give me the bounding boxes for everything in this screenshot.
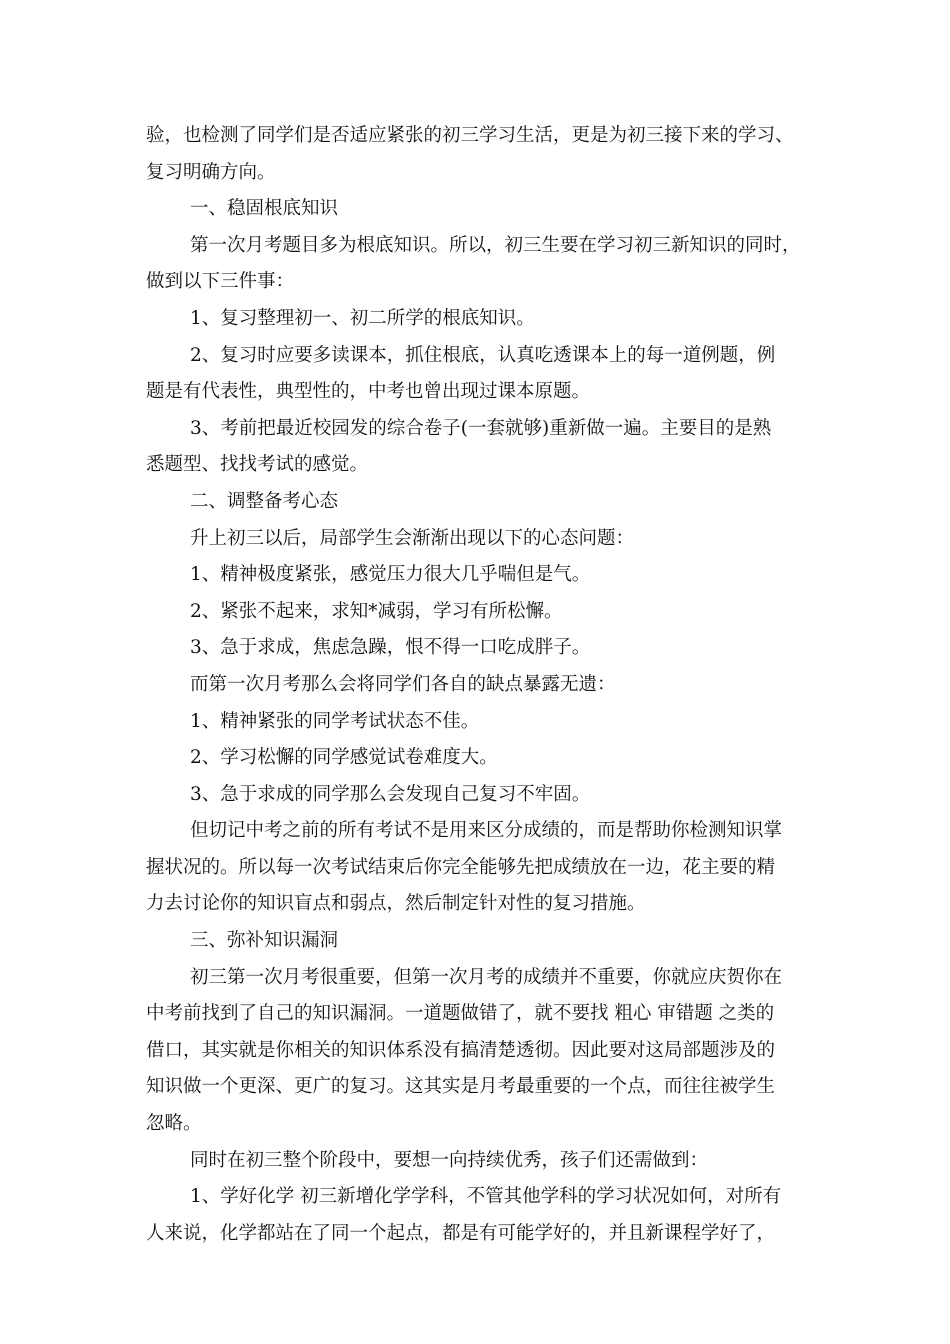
text-line: 人来说，化学都站在了同一个起点，都是有可能学好的，并且新课程学好了，	[146, 1222, 776, 1244]
text-line: 握状况的。所以每一次考试结束后你完全能够先把成绩放在一边，花主要的精	[146, 856, 776, 878]
text-line: 而第一次月考那么会将同学们各自的缺点暴露无遗：	[190, 673, 616, 695]
text-line: 忽略。	[146, 1113, 202, 1135]
text-line: 1、学好化学 初三新增化学学科，不管其他学科的学习状况如何，对所有	[190, 1186, 782, 1208]
text-line: 3、急于求成的同学那么会发现自己复习不牢固。	[190, 783, 591, 805]
text-line: 3、急于求成，焦虑急躁，恨不得一口吃成胖子。	[190, 637, 591, 659]
text-line: 二、调整备考心态	[190, 490, 339, 512]
text-line: 借口，其实就是你相关的知识体系没有搞清楚透彻。因此要对这局部题涉及的	[146, 1039, 776, 1061]
text-line: 1、复习整理初一、初二所学的根底知识。	[190, 307, 535, 329]
text-line: 1、精神极度紧张，感觉压力很大几乎喘但是气。	[190, 564, 591, 586]
document-body	[146, 118, 816, 1252]
text-line: 力去讨论你的知识盲点和弱点，然后制定针对性的复习措施。	[146, 893, 646, 915]
text-line: 悉题型、找找考试的感觉。	[146, 454, 369, 476]
text-line: 三、弥补知识漏洞	[190, 930, 339, 952]
text-line: 初三第一次月考很重要，但第一次月考的成绩并不重要，你就应庆贺你在	[190, 966, 783, 988]
text-line: 验，也检测了同学们是否适应紧张的初三学习生活，更是为初三接下来的学习、	[146, 125, 794, 146]
text-line: 3、考前把最近校园发的综合卷子(一套就够)重新做一遍。主要目的是熟	[190, 417, 772, 439]
text-line: 2、紧张不起来，求知*减弱，学习有所松懈。	[190, 600, 563, 622]
text-line: 同时在初三整个阶段中，要想一向持续优秀，孩子们还需做到：	[190, 1149, 709, 1171]
text-line: 1、精神紧张的同学考试状态不佳。	[190, 710, 480, 732]
text-line: 2、学习松懈的同学感觉试卷难度大。	[190, 747, 498, 769]
text-line: 中考前找到了自己的知识漏洞。一道题做错了，就不要找 粗心 审错题 之类的	[146, 1003, 775, 1025]
text-line: 一、稳固根底知识	[190, 198, 339, 220]
text-line: 升上初三以后，局部学生会渐渐出现以下的心态问题：	[190, 527, 635, 549]
text-line: 复习明确方向。	[146, 161, 276, 183]
text-line: 知识做一个更深、更广的复习。这其实是月考最重要的一个点，而往往被学生	[146, 1076, 776, 1098]
text-line: 第一次月考题目多为根底知识。所以，初三生要在学习初三新知识的同时，	[190, 234, 801, 256]
text-line: 做到以下三件事：	[146, 271, 295, 293]
text-line: 但切记中考之前的所有考试不是用来区分成绩的，而是帮助你检测知识掌	[190, 820, 783, 842]
text-line: 2、复习时应要多读课本，抓住根底，认真吃透课本上的每一道例题，例	[190, 344, 776, 366]
text-line: 题是有代表性，典型性的，中考也曾出现过课本原题。	[146, 381, 591, 403]
